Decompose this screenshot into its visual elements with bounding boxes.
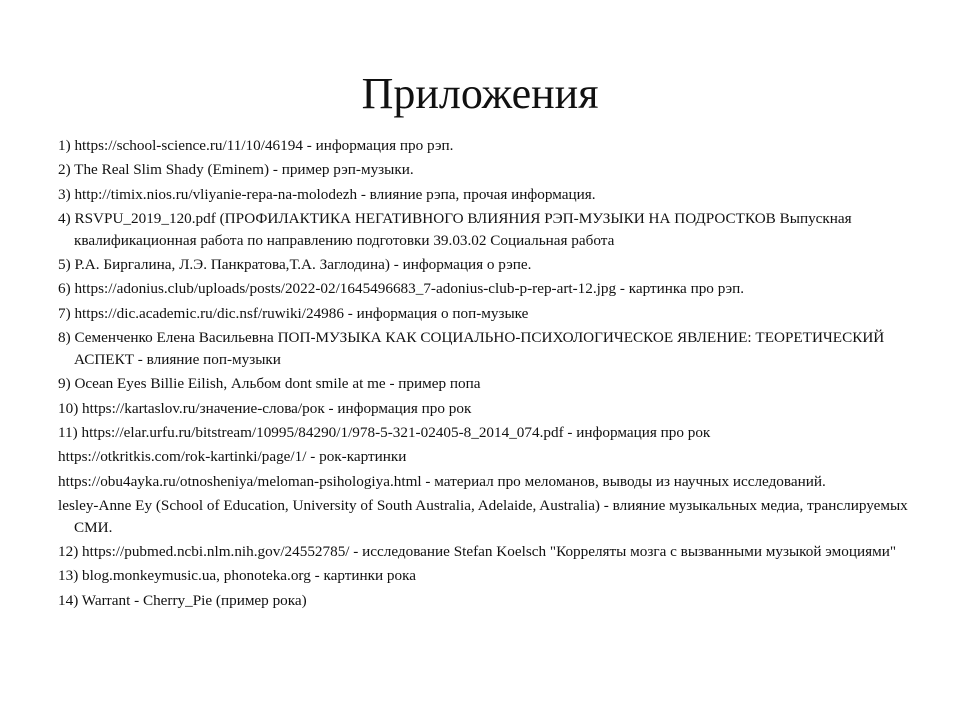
reference-item: 7) https://dic.academic.ru/dic.nsf/ruwiki/24986 - информация о поп-музыке bbox=[58, 304, 529, 322]
reference-item: lesley-Anne Ey (School of Education, University of South Australia, Adelaide, Australia) - влияние музыкальных медиа, транслируемых СМИ. bbox=[58, 496, 908, 536]
reference-item: 8) Семенченко Елена Васильевна ПОП-МУЗЫКА КАК СОЦИАЛЬНО-ПСИХОЛОГИЧЕСКОЕ ЯВЛЕНИЕ: ТЕОРЕТИЧЕСКИЙ АСПЕКТ - влияние поп-музыки bbox=[58, 329, 885, 369]
reference-item: 11) https://elar.urfu.ru/bitstream/10995/84290/1/978-5-321-02405-8_2014_074.pdf - информация про рок bbox=[58, 423, 711, 441]
reference-item: 13) blog.monkeymusic.ua, phonoteka.org - картинки рока bbox=[58, 567, 417, 585]
reference-item: 12) https://pubmed.ncbi.nlm.nih.gov/24552785/ - исследование Stefan Koelsch "Корреляты мозга с вызванными музыкой эмоциями" bbox=[58, 543, 897, 561]
reference-item: https://obu4ayka.ru/otnosheniya/meloman-psihologiya.html - материал про меломанов, выводы из научных исследований. bbox=[58, 472, 826, 490]
reference-item: 3) http://timix.nios.ru/vliyanie-repa-na-molodezh - влияние рэпа, прочая информация. bbox=[58, 185, 596, 203]
reference-item: 10) https://kartaslov.ru/значение-слова/рок - информация про рок bbox=[58, 399, 472, 417]
reference-item: 14) Warrant - Cherry_Pie (пример рока) bbox=[58, 591, 307, 609]
reference-item: 2) The Real Slim Shady (Eminem) - пример рэп-музыки. bbox=[58, 161, 414, 179]
reference-item: 9) Ocean Eyes Billie Eilish, Альбом dont smile at me - пример попа bbox=[58, 375, 481, 393]
reference-item: https://otkritkis.com/rok-kartinki/page/1/ - рок-картинки bbox=[58, 448, 407, 466]
reference-item: 5) Р.А. Биргалина, Л.Э. Панкратова,Т.А. Заглодина) - информация о рэпе. bbox=[58, 256, 532, 274]
reference-item: 4) RSVPU_2019_120.pdf (ПРОФИЛАКТИКА НЕГАТИВНОГО ВЛИЯНИЯ РЭП-МУЗЫКИ НА ПОДРОСТКОВ Выпускная квалификационная работа по направлению подготовки 39.03.02 Социальная работа bbox=[58, 209, 852, 249]
slide-title: Приложения bbox=[361, 69, 599, 118]
reference-item: 6) https://adonius.club/uploads/posts/2022-02/1645496683_7-adonius-club-p-rep-art-12.jpg - картинка про рэп. bbox=[58, 280, 745, 298]
reference-item: 1) https://school-science.ru/11/10/46194 - информация про рэп. bbox=[58, 137, 454, 154]
reference-list bbox=[58, 135, 908, 614]
